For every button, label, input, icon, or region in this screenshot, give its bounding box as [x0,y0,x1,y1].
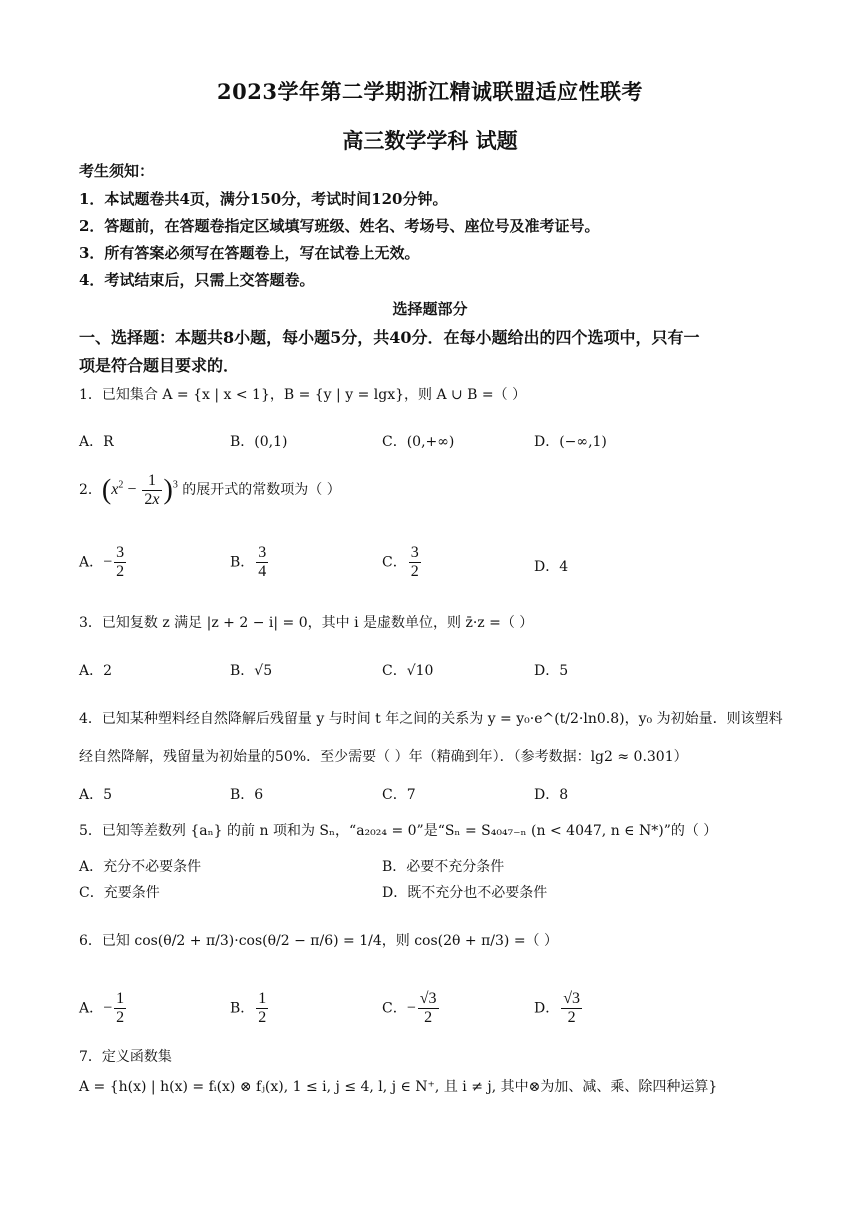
q2-prefix: 2． [79,482,102,499]
q3-option-b: B．√5 [230,663,273,679]
q1-option-a: A．R [79,434,114,450]
q4-option-c: C．7 [382,787,416,803]
q6-option-b: B． $\frac{1}{2}$ [230,990,267,1026]
q6-option-a: A．− $\frac{1}{2}$ [79,990,125,1026]
q6-option-c: C．− $\frac{√3}{2}$ [382,990,437,1026]
q3-option-c: C．√10 [382,663,434,679]
q3-option-a: A．2 [79,663,113,679]
q5-option-b: B．必要不充分条件 [382,859,505,875]
q2-suffix: 的展开式的常数项为（ ） [182,482,341,499]
q2-option-c: C． $\frac{3}{2}$ [382,544,419,580]
question-4-line2: 经自然降解，残留量为初始量的50%．至少需要（ ）年（精确到年）．（参考数据：lg2 ≈ 0.301） [79,749,688,765]
q3-option-d: D．5 [534,663,569,679]
question-3: 3．已知复数 z 满足 |z + 2 − i| = 0，其中 i 是虚数单位，则 z̄·z =（ ） [79,615,534,631]
q1-option-c: C．(0,+∞) [382,434,455,450]
q4-option-d: D．8 [534,787,569,803]
question-1: 1．已知集合 A = {x | x < 1}，B = {y | y = lgx}，则 A ∪ B =（ ） [79,387,527,403]
question-2 [79,472,341,509]
notice-heading: 考生须知： [79,162,155,180]
q2-expression: ($x^2$ − $\frac{1}{2x}$ )$^3$ [101,472,178,508]
question-4-line1: 4．已知某种塑料经自然降解后残留量 y 与时间 t 年之间的关系为 y = y₀·e^(t/2·ln0.8)，y₀ 为初始量．则该塑料 [79,711,783,727]
question-7-line2: A = {h(x) | h(x) = fᵢ(x) ⊗ fⱼ(x), 1 ≤ i, j ≤ 4, l, j ∈ N⁺, 且 i ≠ j, 其中⊗为加、减、乘、除四种运算} [79,1079,718,1095]
q1-option-b: B．(0,1) [230,434,288,450]
q5-option-c: C．充要条件 [79,885,160,901]
question-6: 6．已知 cos(θ/2 + π/3)·cos(θ/2 − π/6) = 1/4，则 cos(2θ + π/3) =（ ） [79,933,558,949]
q5-option-a: A．充分不必要条件 [79,859,202,875]
notice-item: 1．本试题卷共4页，满分150分，考试时间120分钟。 [79,190,448,208]
q6-option-d: D． $\frac{√3}{2}$ [534,990,581,1026]
question-5: 5．已知等差数列 {aₙ} 的前 n 项和为 Sₙ，“a₂₀₂₄ = 0”是“Sₙ = S₄₀₄₇₋ₙ (n < 4047, n ∈ N*)”的（ ） [79,823,718,839]
q1-option-d: D．(−∞,1) [534,434,607,450]
exam-subtitle: 高三数学学科 试题 [342,128,518,153]
section-intro-line1: 一、选择题：本题共8小题，每小题5分，共40分．在每小题给出的四个选项中，只有一 [79,328,700,347]
notice-item: 4．考试结束后，只需上交答题卷。 [79,271,315,289]
q4-option-a: A．5 [79,787,113,803]
question-7-line1: 7．定义函数集 [79,1049,172,1065]
exam-title: 2023学年第二学期浙江精诚联盟适应性联考 [217,79,643,104]
notice-item: 3．所有答案必须写在答题卷上，写在试卷上无效。 [79,244,420,262]
q2-option-d: D．4 [534,559,569,575]
q5-option-d: D．既不充分也不必要条件 [382,885,548,901]
q4-option-b: B．6 [230,787,264,803]
q2-option-a: A．− $\frac{3}{2}$ [79,544,125,580]
q2-option-b: B． $\frac{3}{4}$ [230,544,267,580]
section-heading: 选择题部分 [392,300,468,318]
section-intro-line2: 项是符合题目要求的． [79,356,240,375]
notice-item: 2．答题前，在答题卷指定区域填写班级、姓名、考场号、座位号及准考证号。 [79,217,600,235]
